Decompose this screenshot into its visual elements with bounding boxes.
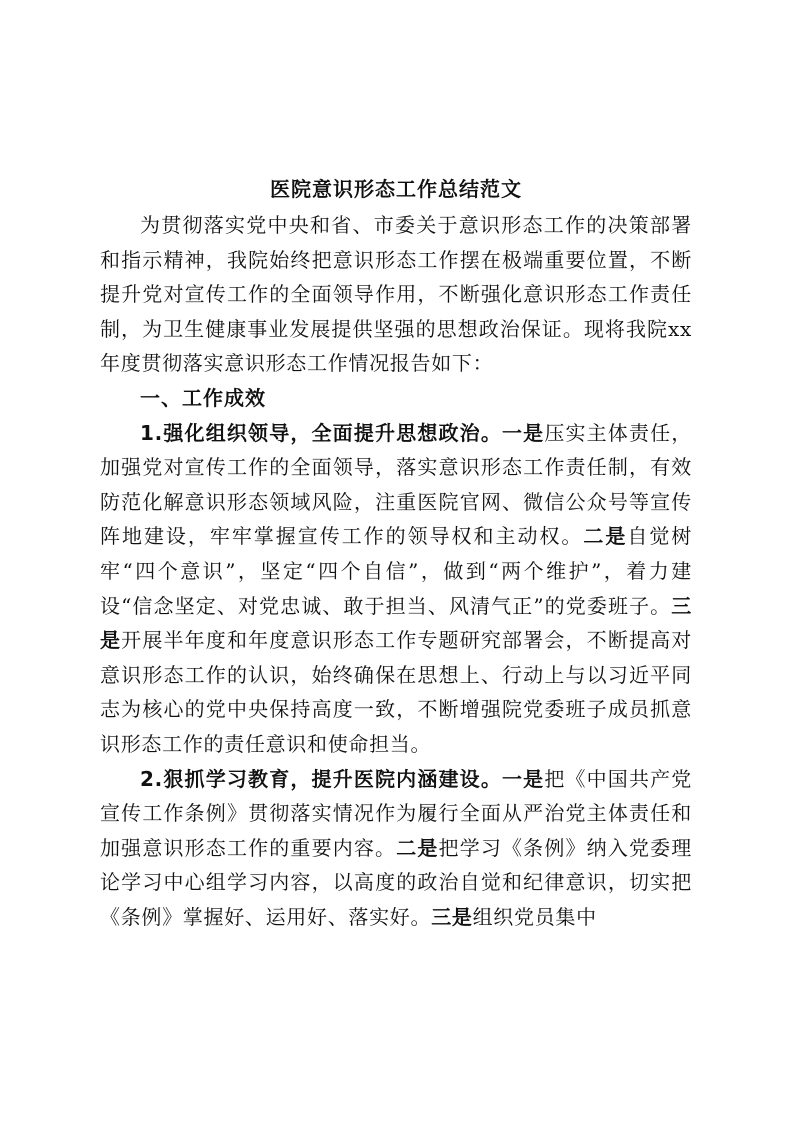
- item2-label-first: 一是: [501, 766, 545, 791]
- item1-label-first: 一是: [501, 420, 545, 445]
- item1-lead: 1.强化组织领导，全面提升思想政治。: [140, 420, 502, 445]
- item1-text-third: 开展半年度和年度意识形态工作专题研究部署会，不断提高对意识形态工作的认识，始终确保在思想上、行动上与以习近平同志为核心的党中央保持高度一致，不断增强院党委班子成员抓意识形态工作的责任意识和使命担当。: [100, 628, 693, 756]
- item2-text-first: 把《中国共产党宣传工作条例》贯彻落实情况作为履行全面从严治党主体责任和加强意识形态工作的重要内容。: [100, 766, 692, 860]
- item1-text-first: 压实主体责任，加强党对宣传工作的全面领导，落实意识形态工作责任制，有效防范化解意识形态领域风险，注重医院官网、微信公众号等宣传阵地建设，牢牢掌握宣传工作的领导权和主动权。: [100, 420, 692, 549]
- document-title: 医院意识形态工作总结范文: [270, 177, 522, 201]
- item2-paragraph: [100, 762, 692, 935]
- item1-text-second: 自觉树牢“四个意识”，坚定“四个自信”，做到“两个维护”，着力建设“信念坚定、对党忠诚、敢于担当、风清气正”的党委班子。: [100, 524, 692, 618]
- item2-lead: 2.狠抓学习教育，提升医院内涵建设。: [140, 766, 502, 791]
- item1-label-second: 二是: [583, 524, 628, 549]
- section-heading: 一、工作成效: [140, 385, 266, 410]
- item1-label-third: 三是: [100, 593, 692, 653]
- item2-text-second: 把学习《条例》纳入党委理论学习中心组学习内容，以高度的政治自觉和纪律意识，切实把《条例》掌握好、运用好、落实好。: [100, 835, 692, 929]
- item1-paragraph: [100, 416, 692, 762]
- item2-label-third: 三是: [431, 904, 473, 929]
- document-body: [100, 172, 692, 934]
- item2-text-third: 组织党员集中: [472, 904, 597, 929]
- intro-paragraph: 为贯彻落实党中央和省、市委关于意识形态工作的决策部署和指示精神，我院始终把意识形态工作摆在极端重要位置，不断提升党对宣传工作的全面领导作用，不断强化意识形态工作责任制，为卫生健康事业发展提供坚强的思想政治保证。现将我院xx年度贯彻落实意识形态工作情况报告如下：: [100, 213, 692, 376]
- item2-label-second: 二是: [396, 835, 439, 860]
